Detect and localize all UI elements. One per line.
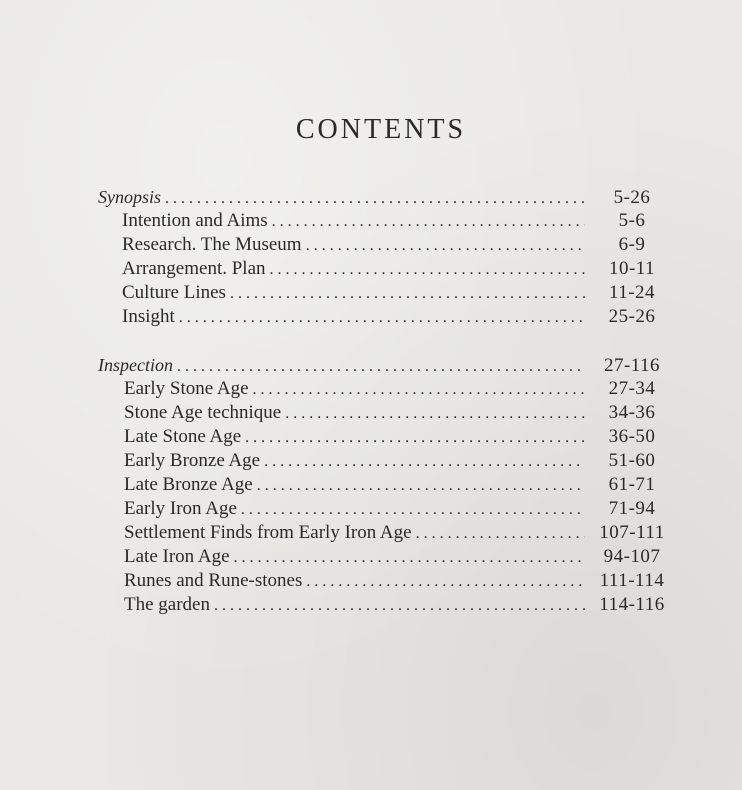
dot-leader xyxy=(416,522,585,546)
toc-entry-pages: 94-107 xyxy=(603,546,661,567)
dot-leader xyxy=(177,355,585,379)
toc-heading xyxy=(98,353,673,377)
toc-entry-label: Arrangement. Plan xyxy=(122,258,266,279)
dot-leader xyxy=(230,282,585,306)
toc-section-inspection xyxy=(98,353,673,617)
toc-heading-label: Inspection xyxy=(98,355,173,375)
toc-heading-pages: 5-26 xyxy=(613,187,651,208)
toc-entry-label: Early Iron Age xyxy=(124,498,237,519)
dot-leader xyxy=(241,498,585,522)
dot-leader xyxy=(285,402,585,426)
toc-entry xyxy=(98,425,673,449)
toc-entry-pages: 27-34 xyxy=(608,378,656,399)
toc-entry-pages: 6-9 xyxy=(618,234,646,255)
toc-entry-pages: 111-114 xyxy=(599,570,665,591)
toc-heading-label: Synopsis xyxy=(98,187,161,207)
toc-entry-pages: 114-116 xyxy=(599,594,665,615)
toc-entry xyxy=(98,305,673,329)
toc-entry xyxy=(98,521,673,545)
toc-entry-pages: 71-94 xyxy=(608,498,656,519)
toc-entry-label: Early Stone Age xyxy=(124,378,249,399)
toc-entry-pages: 36-50 xyxy=(608,426,656,447)
dot-leader xyxy=(264,450,585,474)
dot-leader xyxy=(272,210,585,234)
toc-entry xyxy=(98,473,673,497)
toc-entry-label: Runes and Rune-stones xyxy=(124,570,303,591)
toc-entry-pages: 11-24 xyxy=(608,282,656,303)
toc-section-synopsis xyxy=(98,185,673,329)
toc-entry-pages: 34-36 xyxy=(608,402,656,423)
toc-entry xyxy=(98,209,673,233)
toc-entry-label: Research. The Museum xyxy=(122,234,302,255)
toc-heading xyxy=(98,185,673,209)
toc-entry xyxy=(98,545,673,569)
toc-entry xyxy=(98,257,673,281)
dot-leader xyxy=(234,546,585,570)
toc-entry xyxy=(98,377,673,401)
toc-entry-pages: 25-26 xyxy=(608,306,656,327)
dot-leader xyxy=(214,594,585,618)
toc-entry-label: Late Bronze Age xyxy=(124,474,253,495)
toc-entry-label: Early Bronze Age xyxy=(124,450,261,471)
dot-leader xyxy=(257,474,585,498)
toc-entry xyxy=(98,593,673,617)
dot-leader xyxy=(165,187,585,211)
toc-entry-label: Late Iron Age xyxy=(124,546,230,567)
toc-entry-label: Stone Age technique xyxy=(124,402,282,423)
toc-entry-label: The garden xyxy=(124,594,210,615)
dot-leader xyxy=(245,426,585,450)
toc-entry xyxy=(98,281,673,305)
toc-entry-label: Late Stone Age xyxy=(124,426,242,447)
toc-entry-label: Intention and Aims xyxy=(122,210,268,231)
toc-entry-label: Insight xyxy=(122,306,175,327)
table-of-contents xyxy=(98,185,673,617)
toc-entry xyxy=(98,401,673,425)
toc-entry xyxy=(98,233,673,257)
dot-leader xyxy=(270,258,585,282)
toc-entry-pages: 5-6 xyxy=(618,210,646,231)
toc-entry xyxy=(98,497,673,521)
toc-entry-pages: 61-71 xyxy=(608,474,656,495)
toc-entry-pages: 107-111 xyxy=(599,522,665,543)
toc-entry-pages: 51-60 xyxy=(608,450,656,471)
toc-heading-pages: 27-116 xyxy=(603,355,661,376)
dot-leader xyxy=(253,378,585,402)
dot-leader xyxy=(179,306,585,330)
toc-entry xyxy=(98,449,673,473)
toc-entry xyxy=(98,569,673,593)
dot-leader xyxy=(306,570,585,594)
toc-entry-label: Culture Lines xyxy=(122,282,226,303)
dot-leader xyxy=(306,234,585,258)
toc-entry-label: Settlement Finds from Early Iron Age xyxy=(124,522,412,543)
toc-entry-pages: 10-11 xyxy=(608,258,656,279)
page-title: CONTENTS xyxy=(295,114,467,145)
